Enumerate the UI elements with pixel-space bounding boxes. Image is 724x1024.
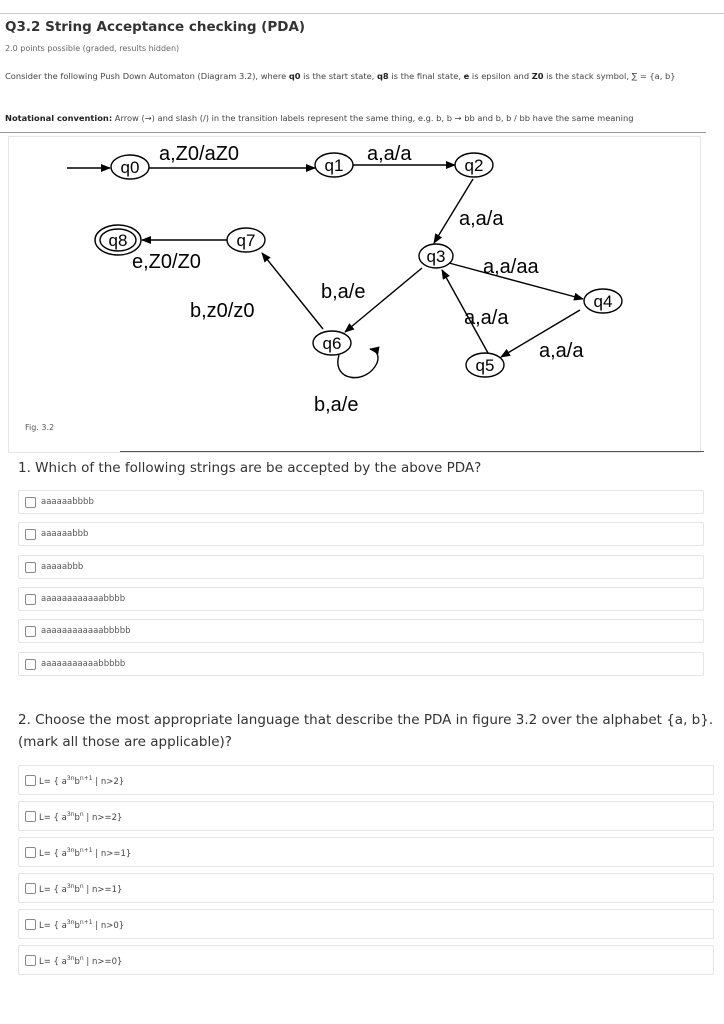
option-label: aaaaaaaaaaaabbbb [41,594,126,604]
checkbox[interactable] [25,811,36,822]
q2-option-3[interactable] [18,837,714,867]
state-q6-label: q6 [322,334,342,353]
checkbox[interactable] [25,659,36,670]
question-title: Q3.2 String Acceptance checking (PDA) [5,19,306,35]
pda-diagram [9,137,700,452]
checkbox[interactable] [25,497,36,508]
state-q2-label: q2 [464,156,484,175]
edge-q6-q7 [262,253,323,329]
q2-option-2[interactable] [18,801,714,831]
state-q4-label: q4 [593,292,613,311]
edge-q6-self [338,349,378,378]
label-q5-q3: a,a/a [464,307,509,329]
pda-diagram-figure [8,136,701,453]
option-label: aaaaaaaaaaaabbbbb [41,626,131,636]
label-q2-q3: a,a/a [459,208,504,230]
q1-option-4[interactable] [18,587,704,611]
state-q5-label: q5 [475,356,495,375]
label-q7-q8: e,Z0/Z0 [132,251,201,273]
question-description: Consider the following Push Down Automaton (Diagram 3.2), where q0 is the start state, q8 is the final state, e is epsilon and Z0 is the stack symbol, ∑ = {a, b} [5,71,676,81]
option-label: L= { $a^{3n}b^n$ | n>=2} [39,811,123,823]
checkbox[interactable] [25,847,36,858]
label-q1-q2: a,a/a [367,143,412,165]
option-label: L= { $a^{3n}b^n$ | n>=0} [39,955,123,967]
option-label: aaaaaabbbb [41,497,94,507]
label-q6-self: b,a/e [314,394,359,416]
figure-bottom-line [120,451,704,452]
option-label: L= { $a^{3n}b^{n+1}$ | n>2} [39,775,125,787]
q1-option-1[interactable] [18,490,704,514]
checkbox[interactable] [25,594,36,605]
q1-option-5[interactable] [18,619,704,643]
checkbox[interactable] [25,626,36,637]
label-q4-q5: a,a/a [539,340,584,362]
state-q1-label: q1 [324,156,344,175]
q2-option-5[interactable] [18,909,714,939]
state-q7-label: q7 [236,231,256,250]
section-divider [0,132,706,133]
q1-option-3[interactable] [18,555,704,579]
option-label: aaaaabbb [41,562,84,572]
q1-option-2[interactable] [18,522,704,546]
checkbox[interactable] [25,529,36,540]
notational-convention: Notational convention: Arrow (→) and slash (/) in the transition labels represent the same thing, e.g. b, b → bb and b, b / bb have the same meaning [5,113,634,123]
option-label: L= { $a^{3n}b^{n+1}$ | n>0} [39,919,125,931]
state-q8-label: q8 [108,231,128,250]
q1-option-6[interactable] [18,652,704,676]
q2-option-4[interactable] [18,873,714,903]
checkbox[interactable] [25,955,36,966]
figure-caption: Fig. 3.2 [25,423,55,432]
label-q3-q6: b,a/e [321,281,366,303]
state-q3-label: q3 [426,247,446,266]
label-q3-q4: a,a/aa [483,256,539,278]
top-divider [0,13,724,14]
q2-option-6[interactable] [18,945,714,975]
checkbox[interactable] [25,919,36,930]
option-label: L= { $a^{3n}b^{n+1}$ | n>=1} [39,847,132,859]
checkbox[interactable] [25,562,36,573]
checkbox[interactable] [25,775,36,786]
question-2-text: 2. Choose the most appropriate language that describe the PDA in figure 3.2 over the alphabet {a, b}. (mark all those are applicable)? [18,712,714,750]
points-info: 2.0 points possible (graded, results hidden) [5,44,180,53]
state-q0-label: q0 [120,158,140,177]
q2-option-1[interactable] [18,765,714,795]
option-label: L= { $a^{3n}b^n$ | n>=1} [39,883,123,895]
option-label: aaaaaaaaaaabbbbb [41,659,126,669]
option-label: aaaaaabbb [41,529,89,539]
label-q0-q1: a,Z0/aZ0 [159,143,240,165]
checkbox[interactable] [25,883,36,894]
label-q6-q7: b,z0/z0 [190,300,255,322]
question-1-text: 1. Which of the following strings are be accepted by the above PDA? [18,460,482,476]
